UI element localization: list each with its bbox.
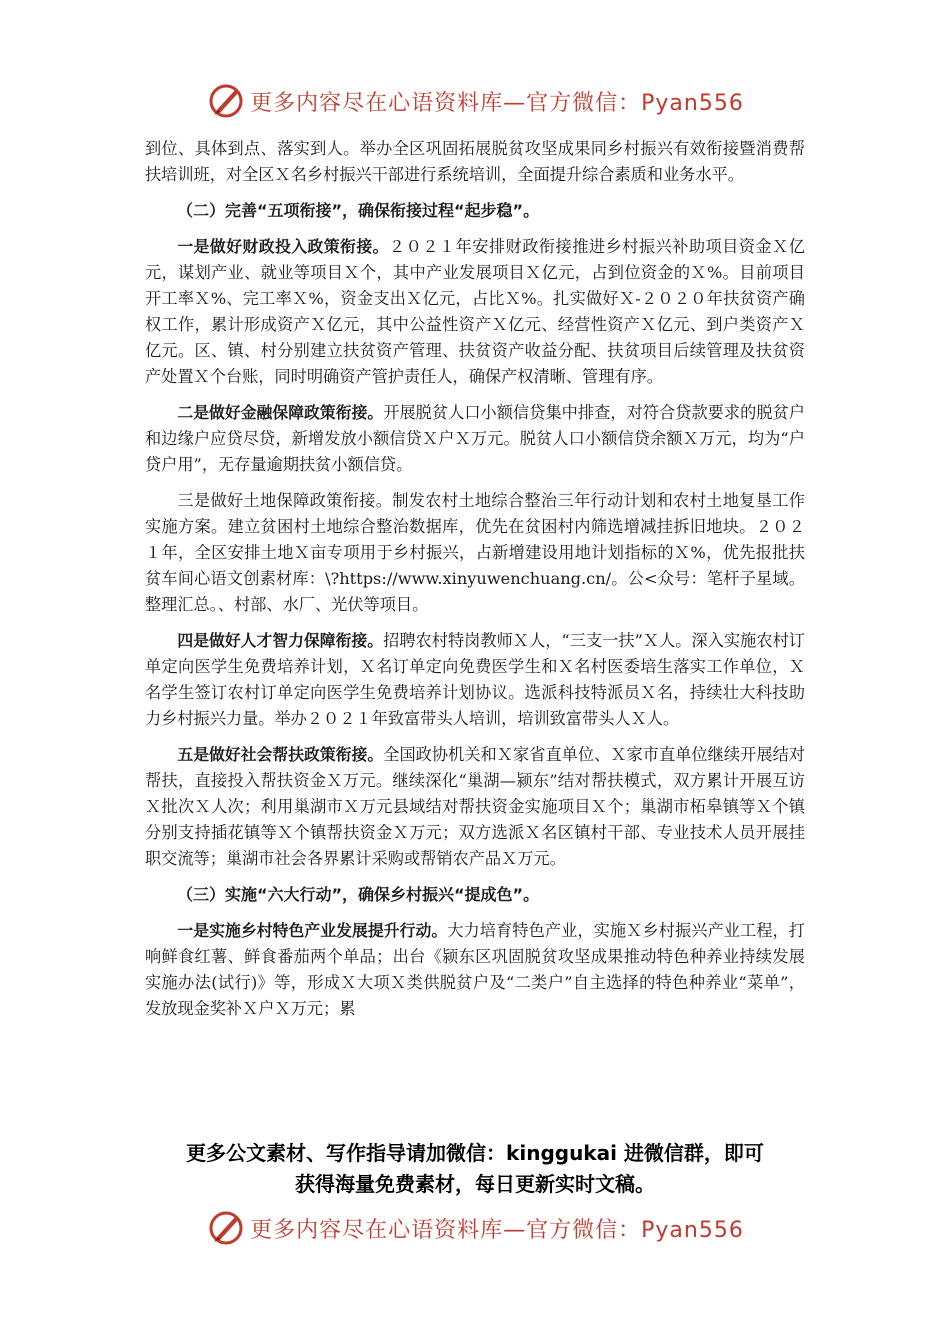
promo-line-1: 更多公文素材、写作指导请加微信：kinggukai 进微信群，即可 <box>186 1141 764 1165</box>
banner-text: 更多内容尽在心语资料库—官方微信：Pyan556 <box>250 90 744 116</box>
promo-line-2: 获得海量免费素材，每日更新实时文稿。 <box>295 1172 655 1196</box>
paragraph: 一是实施乡村特色产业发展提升行动。大力培育特色产业，实施Ｘ乡村振兴产业工程，打响鲜食红薯、鲜食番茄两个单品；出台《颍东区巩固脱贫攻坚成果推动特色种养业持续发展实施办法(试行)》等，形成Ｘ大项Ｘ类供脱贫户及“二类户”自主选择的特色种养业“菜单”，发放现金奖补Ｘ户Ｘ万元；累 <box>145 921 805 1018</box>
section-heading: （二）完善“五项衔接”，确保衔接过程“起步稳”。 <box>177 201 540 220</box>
footer-banner <box>0 1205 950 1251</box>
paragraph-lead: 五是做好社会帮扶政策衔接。 <box>177 745 384 764</box>
paragraph: 四是做好人才智力保障衔接。招聘农村特岗教师Ｘ人，“三支一扶”Ｘ人。深入实施农村订单定向医学生免费培养计划，Ｘ名订单定向免费医学生和Ｘ名村医委培生落实工作单位，Ｘ名学生签订农村订单定向医学生免费培养计划协议。选派科技特派员Ｘ名，持续壮大科技助力乡村振兴力量。举办２０２１年致富带头人培训，培训致富带头人Ｘ人。 <box>145 631 805 728</box>
pen-logo-icon <box>206 81 246 121</box>
document-body <box>145 136 805 1032</box>
paragraph: 五是做好社会帮扶政策衔接。全国政协机关和Ｘ家省直单位、Ｘ家市直单位继续开展结对帮扶，直接投入帮扶资金Ｘ万元。继续深化“巢湖—颍东”结对帮扶模式，双方累计开展互访Ｘ批次Ｘ人次；利用巢湖市Ｘ万元县域结对帮扶资金实施项目Ｘ个；巢湖市柘皋镇等Ｘ个镇分别支持插花镇等Ｘ个镇帮扶资金Ｘ万元；双方选派Ｘ名区镇村干部、专业技术人员开展挂职交流等；巢湖市社会各界累计采购或帮销农产品Ｘ万元。 <box>145 745 805 868</box>
paragraph: 二是做好金融保障政策衔接。开展脱贫人口小额信贷集中排查，对符合贷款要求的脱贫户和边缘户应贷尽贷，新增发放小额信贷Ｘ户Ｘ万元。脱贫人口小额信贷余额Ｘ万元，均为“户贷户用”，无存量逾期扶贫小额信贷。 <box>145 403 805 474</box>
paragraph: 一是做好财政投入政策衔接。２０２１年安排财政衔接推进乡村振兴补助项目资金Ｘ亿元，谋划产业、就业等项目Ｘ个，其中产业发展项目Ｘ亿元，占到位资金的Ｘ%。目前项目开工率Ｘ%、完工率Ｘ%，资金支出Ｘ亿元，占比Ｘ%。扎实做好Ｘ-２０２０年扶贫资产确权工作，累计形成资产Ｘ亿元，其中公益性资产Ｘ亿元、经营性资产Ｘ亿元、到户类资产Ｘ亿元。区、镇、村分别建立扶贫资产管理、扶贫资产收益分配、扶贫项目后续管理及扶贫资产处置Ｘ个台账，同时明确资产管护责任人，确保产权清晰、管理有序。 <box>145 237 805 386</box>
header-banner <box>0 78 950 124</box>
section-heading: （三）实施“六大行动”，确保乡村振兴“提成色”。 <box>177 885 540 904</box>
paragraph: 到位、具体到点、落实到人。举办全区巩固拓展脱贫攻坚成果同乡村振兴有效衔接暨消费帮扶培训班，对全区Ｘ名乡村振兴干部进行系统培训，全面提升综合素质和业务水平。 <box>145 139 805 184</box>
banner-text: 更多内容尽在心语资料库—官方微信：Pyan556 <box>250 1217 744 1243</box>
paragraph-lead: 一是做好财政投入政策衔接。 <box>177 237 389 256</box>
promo-notice <box>0 1138 950 1200</box>
pen-logo-icon <box>206 1208 246 1248</box>
paragraph-lead: 四是做好人才智力保障衔接。 <box>177 631 384 650</box>
paragraph-lead: 一是实施乡村特色产业发展提升行动。 <box>177 921 448 940</box>
paragraph-lead: 二是做好金融保障政策衔接。 <box>177 403 384 422</box>
paragraph: 三是做好土地保障政策衔接。制发农村土地综合整治三年行动计划和农村土地复垦工作实施方案。建立贫困村土地综合整治数据库，优先在贫困村内筛选增减挂拆旧地块。２０２１年，全区安排土地Ｘ亩专项用于乡村振兴，占新增建设用地计划指标的Ｘ%，优先报批扶贫车间心语文创素材库：\?https://www.xinyuwenchuang.cn/。公<众号：笔杆子星域。整理汇总。、村部、水厂、光伏等项目。 <box>145 491 805 614</box>
